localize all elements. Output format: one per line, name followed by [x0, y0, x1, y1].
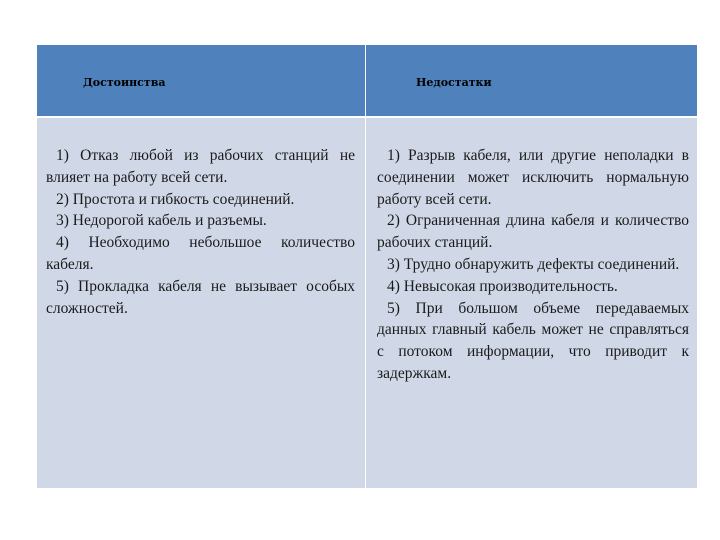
disadvantage-item-2: 2) Ограниченная длина кабеля и количество рабочих станций. [377, 212, 689, 252]
advantage-item-5: 5) Прокладка кабеля не вызывает особых сложностей. [46, 277, 355, 317]
advantage-item-1: 1) Отказ любой из рабочих станций не влияет на работу всей сети. [46, 147, 355, 186]
header-disadvantages [366, 45, 697, 116]
comparison-table [37, 45, 697, 488]
disadvantage-item-5: 5) При большом объеме передаваемых данных главный кабель может не справляться с потоком информации, что приводит к задержкам. [377, 299, 689, 382]
advantages-cell [37, 116, 366, 488]
header-disadvantages-label: Недостатки [416, 76, 492, 89]
header-advantages [37, 45, 366, 116]
header-advantages-label: Достоинства [83, 76, 166, 89]
disadvantage-item-3: 3) Трудно обнаружить дефекты соединений. [387, 255, 680, 273]
disadvantages-cell [366, 116, 697, 488]
advantage-item-2: 2) Простота и гибкость соединений. [56, 190, 295, 208]
advantage-item-3: 3) Недорогой кабель и разъемы. [56, 212, 267, 230]
advantage-item-4: 4) Необходимо небольшое количество кабеля. [46, 234, 355, 273]
disadvantage-item-4: 4) Невысокая производительность. [387, 277, 618, 295]
disadvantage-item-1: 1) Разрыв кабеля, или другие неполадки в соединении может исключить нормальную работу всей сети. [377, 147, 689, 208]
